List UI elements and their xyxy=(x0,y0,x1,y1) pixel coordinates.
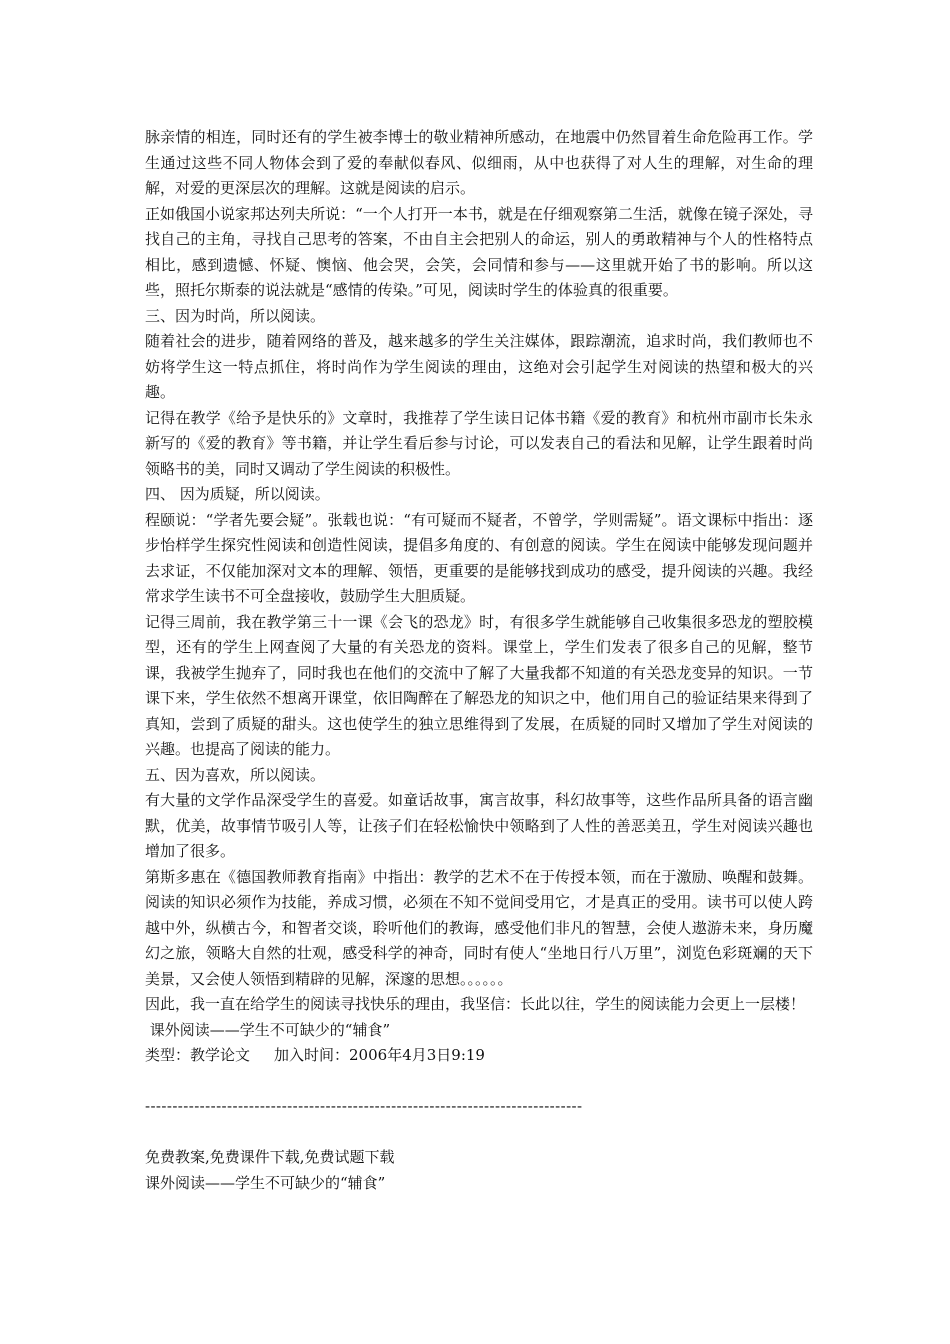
divider-line: -------------------------------------------------------------------------------- xyxy=(145,1097,583,1115)
document-page xyxy=(145,125,813,1196)
article-time: 加入时间：2006年4月3日9:19 xyxy=(274,1046,485,1064)
footer-line-1: 免费教案,免费课件下载,免费试题下载 xyxy=(145,1148,395,1166)
footer-line-2: 课外阅读——学生不可缺少的“辅食” xyxy=(145,1173,386,1192)
paragraph-2: 正如俄国小说家邦达列夫所说：“一个人打开一本书，就是在仔细观察第二生活，就像在镜子深处，寻找自己的主角，寻找自己思考的答案，不由自主会把别人的命运，别人的勇敢精神与个人的性格特点相比，感到遗憾、怀疑、懊恼、他会哭，会笑，会同情和参与——这里就开始了书的影响。所以这些，照托尔斯泰的说法就是“感情的传染。”可见，阅读时学生的体验真的很重要。 xyxy=(145,204,813,299)
paragraph-5: 记得在教学《给予是快乐的》文章时，我推荐了学生读日记体书籍《爱的教育》和杭州市副市长朱永新写的《爱的教育》等书籍，并让学生看后参与讨论，可以发表自己的看法和见解，让学生跟着时尚领略书的美，同时又调动了学生阅读的积极性。 xyxy=(145,408,813,478)
section-heading-5: 五、因为喜欢，所以阅读。 xyxy=(145,765,326,784)
paragraph-11: 第斯多惠在《德国教师教育指南》中指出：教学的艺术不在于传授本领，而在于激励、唤醒和鼓舞。阅读的知识必须作为技能，养成习惯，必须在不知不觉间受用它，才是真正的受用。读书可以使人跨越中外，纵横古今，和智者交谈，聆听他们的教诲，感受他们非凡的智慧，会使人遨游未来，身历魔幻之旅，领略大自然的壮观，感受科学的神奇，同时有使人“坐地日行八万里”，浏览色彩斑斓的天下美景，又会使人领悟到精辟的见解，深邃的思想。。。。。。 xyxy=(145,867,813,988)
paragraph-12: 因此，我一直在给学生的阅读寻找快乐的理由，我坚信：长此以往，学生的阅读能力会更上一层楼！ xyxy=(145,995,806,1013)
paragraph-7: 程颐说：“学者先要会疑”。张载也说：“有可疑而不疑者，不曾学，学则需疑”。语文课标中指出：逐步怡样学生探究性阅读和创造性阅读，提倡多角度的、有创意的阅读。学生在阅读中能够发现问题并去求证，不仅能加深对文本的理解、领悟，更重要的是能够找到成功的感受，提升阅读的兴趣。我经常求学生读书不可全盘接收，鼓励学生大胆质疑。 xyxy=(145,510,813,605)
article-meta xyxy=(145,1043,813,1069)
paragraph-8: 记得三周前，我在教学第三十一课《会飞的恐龙》时，有很多学生就能够自己收集很多恐龙的塑胶模型，还有的学生上网查阅了大量的有关恐龙的资料。课堂上，学生们发表了很多自己的见解，整节课，我被学生抛弃了，同时我也在他们的交流中了解了大量我都不知道的有关恐龙变异的知识。一节课下来，学生依然不想离开课堂，依旧陶醉在了解恐龙的知识之中，他们用自己的验证结果来得到了真知，尝到了质疑的甜头。这也使学生的独立思维得到了发展，在质疑的同时又增加了学生对阅读的兴趣。也提高了阅读的能力。 xyxy=(145,612,813,758)
article-title: 课外阅读——学生不可缺少的“辅食” xyxy=(145,1020,391,1039)
paragraph-4: 随着社会的进步，随着网络的普及，越来越多的学生关注媒体，跟踪潮流，追求时尚，我们教师也不妨将学生这一特点抓住，将时尚作为学生阅读的理由，这绝对会引起学生对阅读的热望和极大的兴趣。 xyxy=(145,332,813,401)
paragraph-1: 脉亲情的相连，同时还有的学生被李博士的敬业精神所感动，在地震中仍然冒着生命危险再工作。学生通过这些不同人物体会到了爱的奉献似春风、似细雨，从中也获得了对人生的理解，对生命的理解，对爱的更深层次的理解。这就是阅读的启示。 xyxy=(145,128,813,197)
section-heading-4: 四、 因为质疑，所以阅读。 xyxy=(145,485,330,503)
paragraph-10: 有大量的文学作品深受学生的喜爱。如童话故事，寓言故事，科幻故事等，这些作品所具备的语言幽默，优美，故事情节吸引人等，让孩子们在轻松愉快中领略到了人性的善恶美丑，学生对阅读兴趣也增加了很多。 xyxy=(145,791,813,860)
blank-line xyxy=(145,1069,813,1095)
section-heading-3: 三、因为时尚，所以阅读。 xyxy=(145,306,326,325)
article-type: 类型：教学论文 xyxy=(145,1046,251,1064)
blank-line xyxy=(145,1120,813,1146)
